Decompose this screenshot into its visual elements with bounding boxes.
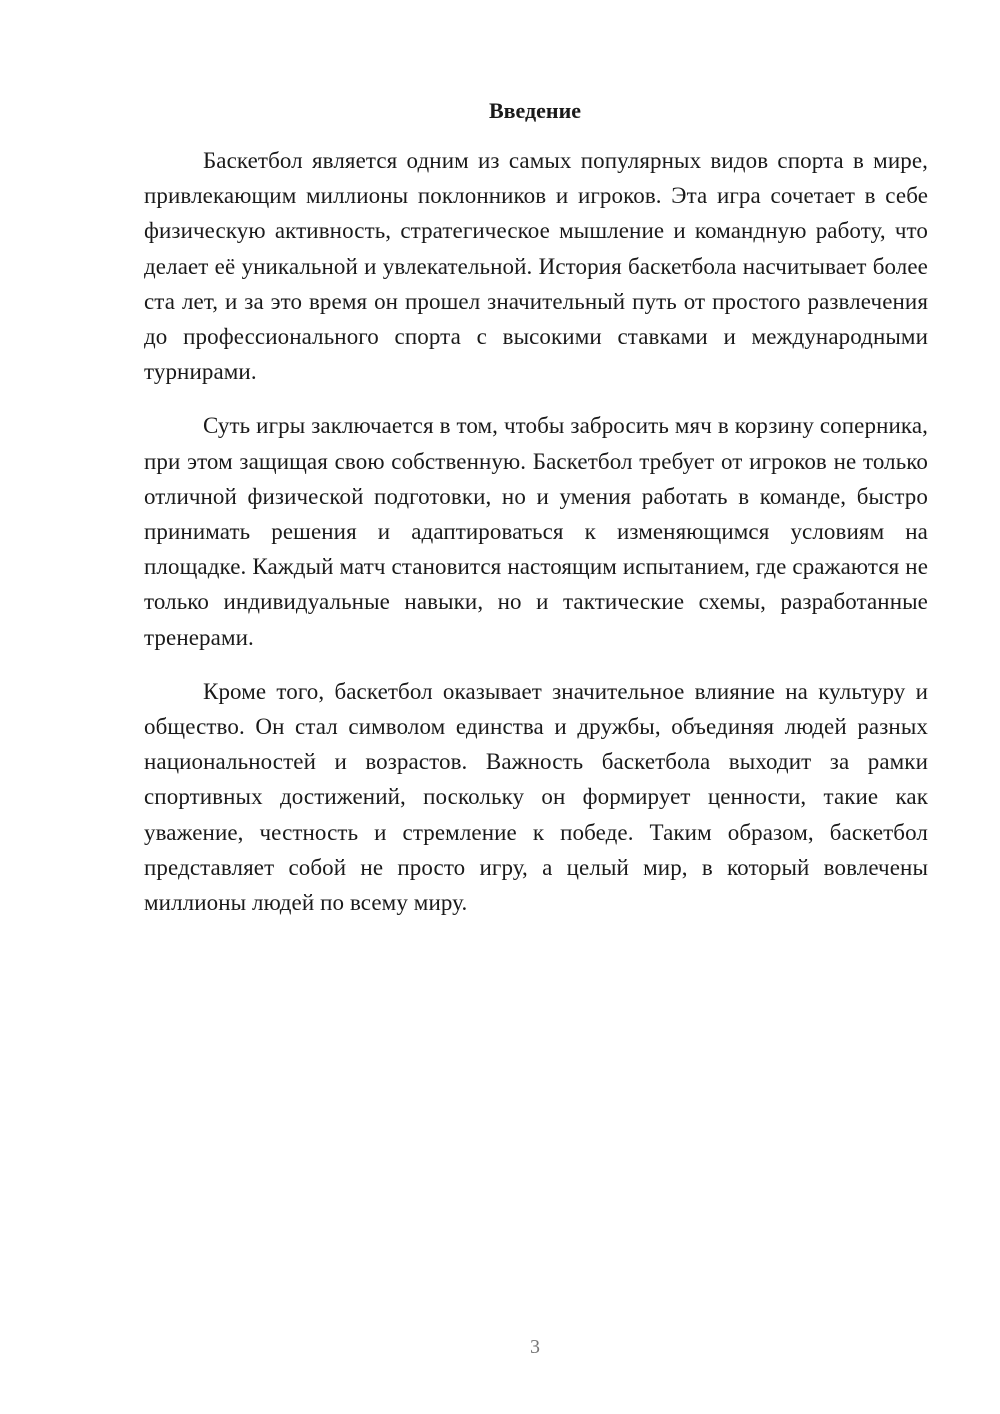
paragraph: Кроме того, баскетбол оказывает значительное влияние на культуру и общество. Он стал символом единства и дружбы, объединяя людей разных национальностей и возрастов. Важность баскетбола выходит за рамки спортивных достижений, поскольку он формирует ценности, такие как уважение, честность и стремление к победе. Таким образом, баскетбол представляет собой не просто игру, а целый мир, в который вовлечены миллионы людей по всему миру.: [144, 678, 928, 916]
body-text: [144, 143, 928, 939]
page-number: 3: [530, 1336, 540, 1358]
paragraph: Суть игры заключается в том, чтобы забросить мяч в корзину соперника, при этом защищая свою собственную. Баскетбол требует от игроков не только отличной физической подготовки, но и умения работать в команде, быстро принимать решения и адаптироваться к изменяющимся условиям на площадке. Каждый матч становится настоящим испытанием, где сражаются не только индивидуальные навыки, но и тактические схемы, разработанные тренерами.: [144, 413, 928, 650]
section-heading: Введение: [488, 98, 582, 123]
paragraph: Баскетбол является одним из самых популярных видов спорта в мире, привлекающим миллионы поклонников и игроков. Эта игра сочетает в себе физическую активность, стратегическое мышление и командную работу, что делает её уникальной и увлекательной. История баскетбола насчитывает более ста лет, и за это время он прошел значительный путь от простого развлечения до профессионального спорта с высокими ставками и международными турнирами.: [144, 148, 928, 385]
